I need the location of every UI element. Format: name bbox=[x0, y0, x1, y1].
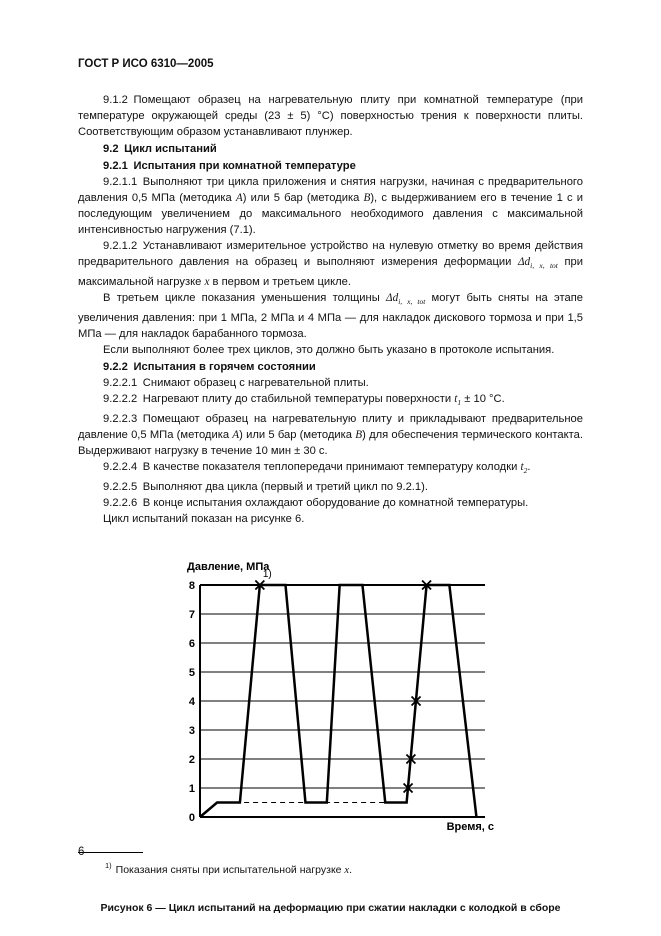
body-paragraph: 9.2.2.2 Нагревают плиту до стабильной температуры поверхности $t_1 \pm 10$ °С. bbox=[103, 393, 505, 407]
body-paragraph: 9.2.2.6 В конце испытания охлаждают оборудование до комнатной температуры. bbox=[103, 497, 529, 509]
body-paragraph: 9.2.1.1 Выполняют три цикла приложения и снятия нагрузки, начиная с предварительного давления 0,5 МПа (методика А) или 5 бар (методика В), с выдерживанием его в течение 1 с и последующим увеличением до максимального необходимого давления с максимальной интенсивностью нагружения (7.1). bbox=[78, 176, 583, 236]
chart-ylabel: Давление, МПа bbox=[187, 561, 270, 573]
figure-chart-svg bbox=[178, 557, 508, 842]
page-number: 6 bbox=[78, 846, 85, 858]
chart-xlabel: Время, с bbox=[446, 821, 494, 833]
body-paragraph: Цикл испытаний показан на рисунке 6. bbox=[103, 513, 305, 525]
body-paragraph: 9.2.2.4 В качестве показателя теплопередачи принимают температуру колодки $t_2$. bbox=[103, 461, 531, 475]
section-heading: 9.2 Цикл испытаний bbox=[103, 143, 217, 155]
footnote-separator bbox=[78, 852, 143, 853]
footnote-marker: 1) bbox=[105, 861, 112, 870]
y-tick-label: 4 bbox=[188, 696, 195, 708]
body-paragraph: 9.2.2.1 Снимают образец с нагревательной плиты. bbox=[103, 377, 369, 389]
section-heading: 9.2.2 Испытания в горячем состоянии bbox=[103, 361, 316, 373]
body-paragraph: Если выполняют более трех циклов, это должно быть указано в протоколе испытания. bbox=[103, 344, 555, 356]
y-tick-label: 5 bbox=[188, 667, 195, 679]
footnote-text: Показания сняты при испытательной нагрузке x. bbox=[115, 864, 353, 876]
y-tick-label: 2 bbox=[188, 754, 195, 766]
document-body bbox=[78, 92, 583, 527]
body-paragraph: В третьем цикле показания уменьшения толщины $\Delta d_{i, x, tot}$ могут быть сняты на этапе увеличения давления: при 1 МПа, 2 МПа и 4 МПа — для накладок дискового тормоза и при 1,5 МПа — для накладок барабанного тормоза. bbox=[78, 292, 583, 340]
figure-caption: Рисунок 6 — Цикл испытаний на деформацию при сжатии накладки с колодкой в сборе bbox=[100, 902, 561, 914]
marker-footnote-ref: 1) bbox=[262, 569, 272, 580]
y-tick-label: 3 bbox=[188, 725, 195, 737]
y-tick-label: 1 bbox=[188, 783, 195, 795]
y-tick-label: 7 bbox=[188, 609, 195, 621]
body-paragraph: 9.1.2 Помещают образец на нагревательную плиту при комнатной температуре (при температуре окружающей среды (23 ± 5) °С) поверхностью трения к поверхности плиты. Соответствующим образом устанавливают плунжер. bbox=[78, 94, 583, 138]
y-tick-label: 0 bbox=[188, 812, 195, 824]
y-tick-label: 6 bbox=[188, 638, 195, 650]
body-paragraph: 9.2.1.2 Устанавливают измерительное устройство на нулевую отметку во время действия предварительного давления на образец и выполняют измерения деформации $\Delta d_{i, x, tot}$ при максимальной нагрузке x в первом и третьем цикле. bbox=[78, 240, 583, 288]
document-header: ГОСТ Р ИСО 6310—2005 bbox=[78, 58, 214, 70]
figure-footnote bbox=[105, 859, 583, 878]
figure-6 bbox=[178, 557, 508, 842]
body-paragraph: 9.2.2.3 Помещают образец на нагревательную плиту и прикладывают предварительное давление 0,5 МПа (методика А) или 5 бар (методика В) для обеспечения термического контакта. Выдерживают нагрузку в течение 10 мин ± 30 с. bbox=[78, 413, 583, 457]
y-tick-label: 8 bbox=[188, 580, 195, 592]
section-heading: 9.2.1 Испытания при комнатной температуре bbox=[103, 160, 356, 172]
body-paragraph: 9.2.2.5 Выполняют два цикла (первый и третий цикл по 9.2.1). bbox=[103, 481, 428, 493]
figure-chart bbox=[178, 557, 508, 842]
